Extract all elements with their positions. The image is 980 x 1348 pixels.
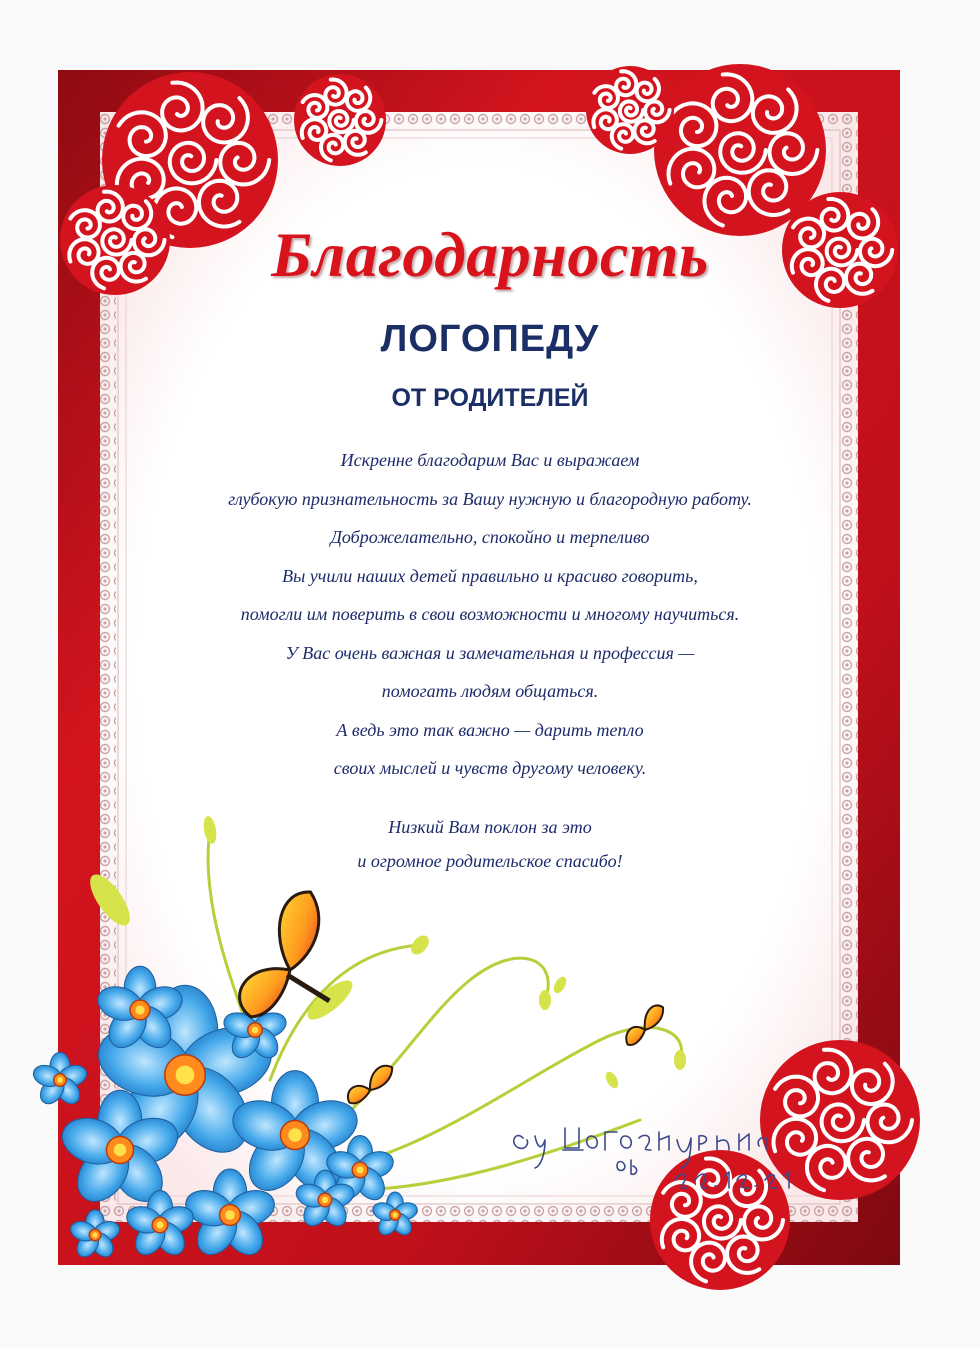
body-line: своих мыслей и чувств другому человеку. bbox=[333, 758, 647, 778]
swirl-ornament-left bbox=[60, 185, 170, 295]
body-line: Вы учили наших детей правильно и красиво говорить, bbox=[282, 565, 698, 586]
swirl-ornament-top-small bbox=[294, 74, 386, 166]
body-line: помогли им поверить в свои возможности и многому научиться. bbox=[240, 604, 740, 624]
swirl-ornament-top-mid bbox=[586, 66, 674, 154]
certificate-title: Благодарность bbox=[271, 219, 709, 290]
recipient-title: ЛОГОПЕДУ bbox=[380, 318, 600, 360]
body-line: А ведь это так важно — дарить тепло bbox=[336, 719, 644, 740]
body-line: Доброжелательно, спокойно и терпеливо bbox=[330, 527, 650, 547]
body-line: глубокую признательность за Вашу нужную и благородную работу. bbox=[228, 488, 752, 509]
closing-text bbox=[200, 815, 780, 883]
body-line: У Вас очень важная и замечательная и профессия — bbox=[285, 642, 695, 663]
handwritten-signature bbox=[505, 1110, 815, 1200]
closing-line: и огромное родительское спасибо! bbox=[357, 851, 623, 871]
body-line: Искренне благодарим Вас и выражаем bbox=[340, 450, 640, 470]
sender-line: ОТ РОДИТЕЛЕЙ bbox=[391, 384, 589, 412]
closing-line: Низкий Вам поклон за это bbox=[388, 817, 592, 837]
body-line: помогать людям общаться. bbox=[381, 681, 599, 701]
certificate-body bbox=[150, 448, 830, 795]
